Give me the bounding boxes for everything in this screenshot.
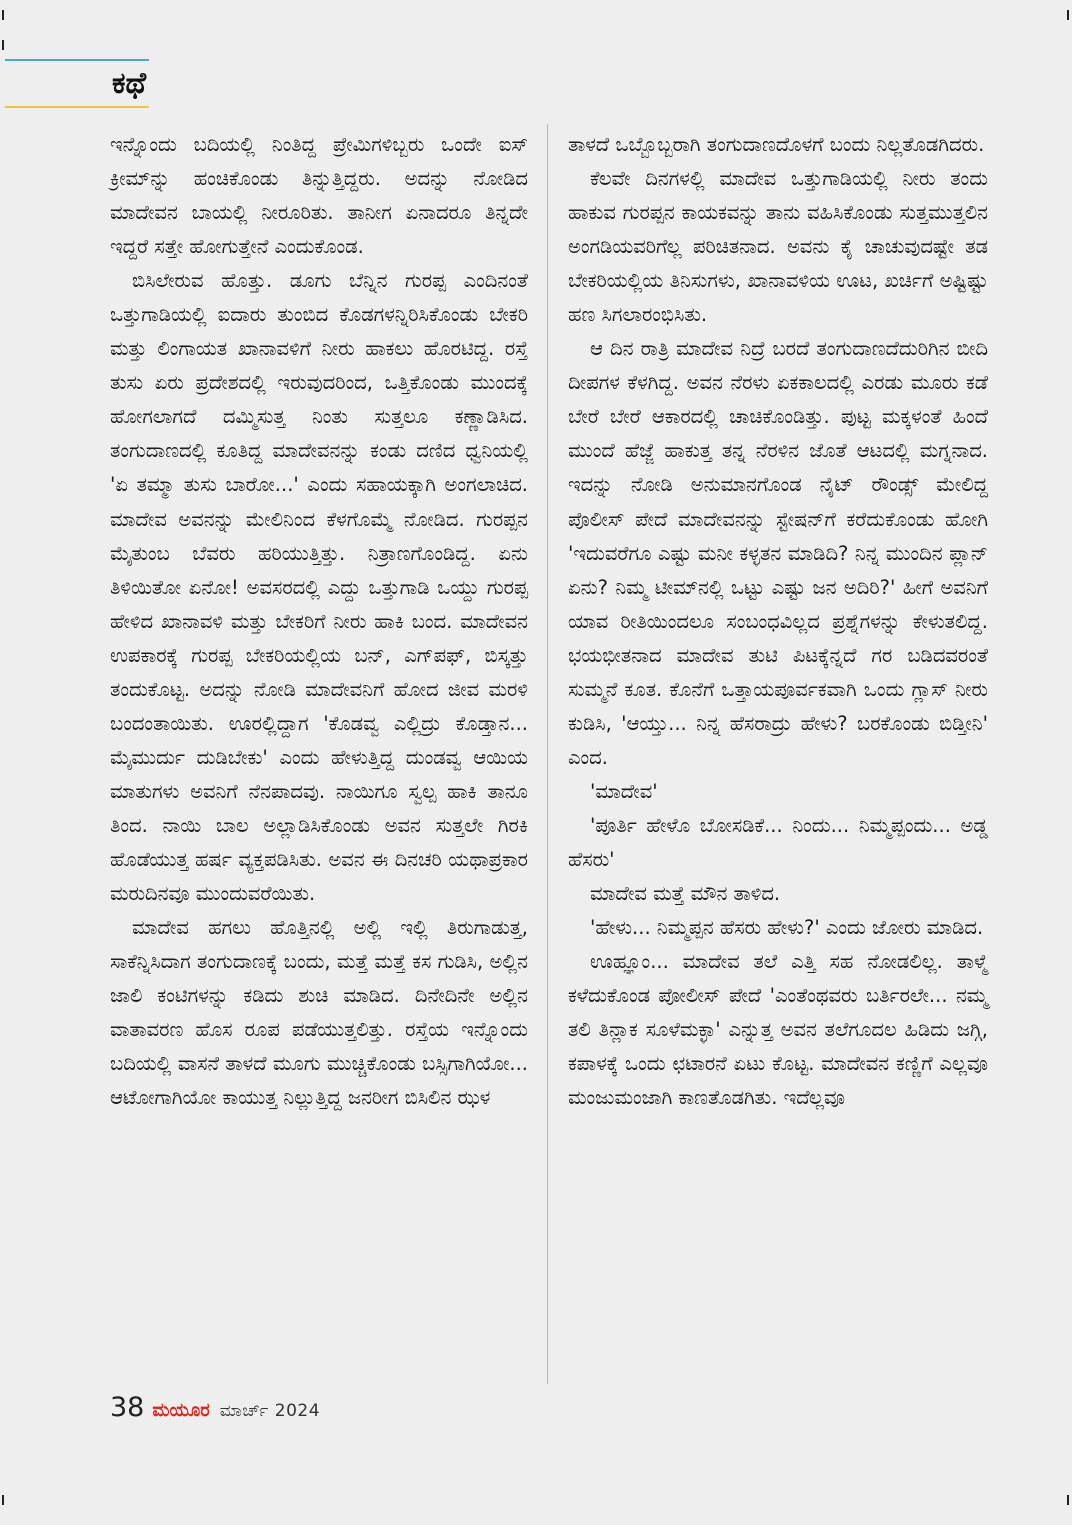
paragraph: ತಾಳದೆ ಒಬ್ಬೊಬ್ಬರಾಗಿ ತಂಗುದಾಣದೊಳಗೆ ಬಂದು ನಿಲ್ಲತೊಡಗಿದರು. [568, 133, 985, 156]
crop-mark [2, 1495, 4, 1505]
column-divider [547, 124, 548, 1384]
paragraph: ಇನ್ನೊಂದು ಬದಿಯಲ್ಲಿ ನಿಂತಿದ್ದ ಪ್ರೇಮಿಗಳಿಬ್ಬರು ಒಂದೇ ಐಸ್ ಕ್ರೀಮ್‌ನ್ನು ಹಂಚಿಕೊಂಡು ತಿನ್ನುತ್ತಿದ್ದರು. ಅದನ್ನು ನೋಡಿದ ಮಾದೇವನ ಬಾಯಲ್ಲಿ ನೀರೂರಿತು. ತಾನೀಗ ಏನಾದರೂ ತಿನ್ನದೇ ಇದ್ದರೆ ಸತ್ತೇ ಹೋಗುತ್ತೇನೆ ಎಂದುಕೊಂಡ. [110, 133, 528, 259]
crop-mark [1067, 10, 1069, 20]
paragraph: 'ಮಾದೇವ' [590, 779, 658, 803]
crop-mark [2, 40, 4, 50]
section-label: ಕಥೆ [112, 66, 147, 101]
right-column [568, 128, 988, 1115]
page-footer [110, 1392, 320, 1428]
paragraph: 'ಪೂರ್ತಿ ಹೇಳೊ ಬೋಸಡಿಕೆ... ನಿಂದು... ನಿಮ್ಮಪ್ಪಂದು... ಅಡ್ಡ ಹೆಸರು' [568, 813, 988, 871]
header-rule-blue [5, 59, 149, 61]
paragraph: ಆ ದಿನ ರಾತ್ರಿ ಮಾದೇವ ನಿದ್ರೆ ಬರದೆ ತಂಗುದಾಣದೆದುರಿಗಿನ ಬೀದಿ ದೀಪಗಳ ಕೆಳಗಿದ್ದ. ಅವನ ನೆರಳು ಏಕಕಾಲದಲ್ಲಿ ಎರಡು ಮೂರು ಕಡೆ ಬೇರೆ ಬೇರೆ ಆಕಾರದಲ್ಲಿ ಚಾಚಿಕೊಂಡಿತ್ತು. ಪುಟ್ಟ ಮಕ್ಕಳಂತೆ ಹಿಂದೆ ಮುಂದೆ ಹೆಜ್ಜೆ ಹಾಕುತ್ತ ತನ್ನ ನೆರಳಿನ ಜೊತೆ ಆಟದಲ್ಲಿ ಮಗ್ನನಾದ. ಇದನ್ನು ನೋಡಿ ಅನುಮಾನಗೊಂಡ ನೈಟ್ ರೌಂಡ್ಸ್ ಮೇಲಿದ್ದ ಪೊಲೀಸ್ ಪೇದೆ ಮಾದೇವನನ್ನು ಸ್ಟೇಷನ್‌ಗೆ ಕರೆದುಕೊಂಡು ಹೋಗಿ 'ಇದುವರೆಗೂ ಎಷ್ಟು ಮನೀ ಕಳ್ಳತನ ಮಾಡಿದಿ? ನಿನ್ನ ಮುಂದಿನ ಪ್ಲಾನ್ ಏನು? ನಿಮ್ಮ ಟೀಮ್‌ನಲ್ಲಿ ಒಟ್ಟು ಎಷ್ಟು ಜನ ಅದಿರಿ?' ಹೀಗೆ ಅವನಿಗೆ ಯಾವ ರೀತಿಯಿಂದಲೂ ಸಂಬಂಧವಿಲ್ಲದ ಪ್ರಶ್ನೆಗಳನ್ನು ಕೇಳುತಲಿದ್ದ. ಭಯಭೀತನಾದ ಮಾದೇವ ತುಟಿ ಪಿಟಕ್ಕೆನ್ನದೆ ಗರ ಬಡಿದವರಂತೆ ಸುಮ್ಮನೆ ಕೂತ. ಕೊನೆಗೆ ಒತ್ತಾಯಪೂರ್ವಕವಾಗಿ ಒಂದು ಗ್ಲಾಸ್ ನೀರು ಕುಡಿಸಿ, 'ಆಯ್ತು... ನಿನ್ನ ಹೆಸರಾದ್ರು ಹೇಳು? ಬರಕೊಂಡು ಬಿಡ್ತೀನಿ' ಎಂದ. [568, 337, 988, 769]
paragraph: ಮಾದೇವ ಮತ್ತೆ ಮೌನ ತಾಳಿದ. [590, 882, 781, 906]
page-number: 38 [110, 1392, 145, 1423]
magazine-logo: ಮಯೂರ [152, 1400, 210, 1421]
paragraph: 'ಹೇಳು... ನಿಮ್ಮಪ್ಪನ ಹೆಸರು ಹೇಳು?' ಎಂದು ಜೋರು ಮಾಡಿದ. [590, 916, 984, 940]
paragraph: ಊಹ್ಞೂಂ... ಮಾದೇವ ತಲೆ ಎತ್ತಿ ಸಹ ನೋಡಲಿಲ್ಲ. ತಾಳ್ಮೆ ಕಳೆದುಕೊಂಡ ಪೋಲೀಸ್ ಪೇದೆ 'ಎಂತೆಂಥವರು ಬರ್ತಿರಲೇ... ನಮ್ಮ ತಲಿ ತಿನ್ಲಾಕ ಸೂಳೆಮಕ್ಳಾ' ಎನ್ನುತ್ತ ಅವನ ತಲೆಗೂದಲ ಹಿಡಿದು ಜಗ್ಗಿ, ಕಪಾಳಕ್ಕೆ ಒಂದು ಛಟಾರನೆ ಏಟು ಕೊಟ್ಟ. ಮಾದೇವನ ಕಣ್ಣಿಗೆ ಎಲ್ಲವೂ ಮಂಜುಮಂಜಾಗಿ ಕಾಣತೊಡಗಿತು. ಇದೆಲ್ಲವೂ [568, 950, 988, 1110]
paragraph: ಮಾದೇವ ಹಗಲು ಹೊತ್ತಿನಲ್ಲಿ ಅಲ್ಲಿ ಇಲ್ಲಿ ತಿರುಗಾಡುತ್ತ, ಸಾಕೆನ್ನಿಸಿದಾಗ ತಂಗುದಾಣಕ್ಕೆ ಬಂದು, ಮತ್ತೆ ಮತ್ತೆ ಕಸ ಗುಡಿಸಿ, ಅಲ್ಲಿನ ಜಾಲಿ ಕಂಟಿಗಳನ್ನು ಕಡಿದು ಶುಚಿ ಮಾಡಿದ. ದಿನೇದಿನೇ ಅಲ್ಲಿನ ವಾತಾವರಣ ಹೊಸ ರೂಪ ಪಡೆಯುತ್ತಲಿತ್ತು. ರಸ್ತೆಯ ಇನ್ನೊಂದು ಬದಿಯಲ್ಲಿ ವಾಸನೆ ತಾಳದೆ ಮೂಗು ಮುಚ್ಚಿಕೊಂಡು ಬಸ್ಸಿಗಾಗಿಯೋ... ಆಟೋಗಾಗಿಯೋ ಕಾಯುತ್ತ ನಿಲ್ಲುತ್ತಿದ್ದ ಜನರೀಗ ಬಿಸಿಲಿನ ಝಳ [110, 916, 528, 1110]
header-rule-yellow [5, 106, 149, 108]
crop-mark [1067, 1495, 1069, 1505]
left-column [110, 128, 528, 1115]
paragraph: ಬಿಸಿಲೇರುವ ಹೊತ್ತು. ಡೂಗು ಬೆನ್ನಿನ ಗುರಪ್ಪ ಎಂದಿನಂತೆ ಒತ್ತುಗಾಡಿಯಲ್ಲಿ ಐದಾರು ತುಂಬಿದ ಕೊಡಗಳನ್ನಿರಿಸಿಕೊಂಡು ಬೇಕರಿ ಮತ್ತು ಲಿಂಗಾಯತ ಖಾನಾವಳಿಗೆ ನೀರು ಹಾಕಲು ಹೊರಟಿದ್ದ. ರಸ್ತೆ ತುಸು ಏರು ಪ್ರದೇಶದಲ್ಲಿ ಇರುವುದರಿಂದ, ಒತ್ತಿಕೊಂಡು ಮುಂದಕ್ಕೆ ಹೋಗಲಾಗದೆ ದಮ್ಮಿಸುತ್ತ ನಿಂತು ಸುತ್ತಲೂ ಕಣ್ಣಾಡಿಸಿದ. ತಂಗುದಾಣದಲ್ಲಿ ಕೂತಿದ್ದ ಮಾದೇವನನ್ನು ಕಂಡು ದಣಿದ ಧ್ವನಿಯಲ್ಲಿ 'ಏ ತಮ್ಮಾ ತುಸು ಬಾರೋ...' ಎಂದು ಸಹಾಯಕ್ಕಾಗಿ ಅಂಗಲಾಚಿದ. ಮಾದೇವ ಅವನನ್ನು ಮೇಲಿನಿಂದ ಕೆಳಗೊಮ್ಮೆ ನೋಡಿದ. ಗುರಪ್ಪನ ಮೈತುಂಬ ಬೆವರು ಹರಿಯುತ್ತಿತ್ತು. ನಿತ್ರಾಣಗೊಂಡಿದ್ದ. ಏನು ತಿಳಿಯಿತೋ ಏನೋ! ಅವಸರದಲ್ಲಿ ಎದ್ದು ಒತ್ತುಗಾಡಿ ಒಯ್ದು ಗುರಪ್ಪ ಹೇಳಿದ ಖಾನಾವಳಿ ಮತ್ತು ಬೇಕರಿಗೆ ನೀರು ಹಾಕಿ ಬಂದ. ಮಾದೇವನ ಉಪಕಾರಕ್ಕೆ ಗುರಪ್ಪ ಬೇಕರಿಯಲ್ಲಿಯ ಬನ್, ಎಗ್‌ಪಫ್, ಬಿಸ್ಕತ್ತು ತಂದುಕೊಟ್ಟ. ಅದನ್ನು ನೋಡಿ ಮಾದೇವನಿಗೆ ಹೋದ ಜೀವ ಮರಳಿ ಬಂದಂತಾಯಿತು. ಊರಲ್ಲಿದ್ದಾಗ 'ಕೊಡವ್ವ ಎಲ್ಲಿದ್ರು ಕೊಡ್ತಾನ... ಮೈಮುರ್ದು ದುಡಿಬೇಕು' ಎಂದು ಹೇಳುತ್ತಿದ್ದ ದುಂಡವ್ವ ಆಯಿಯ ಮಾತುಗಳು ಅವನಿಗೆ ನೆನಪಾದವು. ನಾಯಿಗೂ ಸ್ವಲ್ಪ ಹಾಕಿ ತಾನೂ ತಿಂದ. ನಾಯಿ ಬಾಲ ಅಲ್ಲಾಡಿಸಿಕೊಂಡು ಅವನ ಸುತ್ತಲೇ ಗಿರಕಿ ಹೊಡೆಯುತ್ತ ಹರ್ಷ ವ್ಯಕ್ತಪಡಿಸಿತು. ಅವನ ಈ ದಿನಚರಿ ಯಥಾಪ್ರಕಾರ ಮರುದಿನವೂ ಮುಂದುವರೆಯಿತು. [110, 269, 528, 906]
crop-mark [2, 10, 4, 20]
issue-date: ಮಾರ್ಚ್ 2024 [219, 1401, 321, 1421]
paragraph: ಕೆಲವೇ ದಿನಗಳಲ್ಲಿ ಮಾದೇವ ಒತ್ತುಗಾಡಿಯಲ್ಲಿ ನೀರು ತಂದು ಹಾಕುವ ಗುರಪ್ಪನ ಕಾಯಕವನ್ನು ತಾನು ವಹಿಸಿಕೊಂಡು ಸುತ್ತಮುತ್ತಲಿನ ಅಂಗಡಿಯವರಿಗೆಲ್ಲ ಪರಿಚಿತನಾದ. ಅವನು ಕೈ ಚಾಚುವುದಷ್ಟೇ ತಡ ಬೇಕರಿಯಲ್ಲಿಯ ತಿನಿಸುಗಳು, ಖಾನಾವಳಿಯ ಊಟ, ಖರ್ಚಿಗೆ ಅಷ್ಟಿಷ್ಟು ಹಣ ಸಿಗಲಾರಂಭಿಸಿತು. [568, 167, 988, 327]
